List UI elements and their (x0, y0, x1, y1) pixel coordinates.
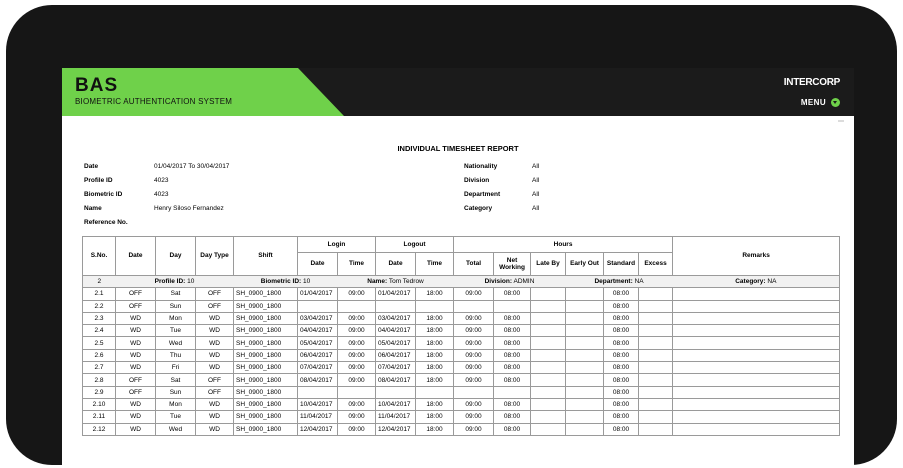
col-header-sno: S.No. (83, 237, 116, 276)
table-cell: Wed (156, 423, 196, 435)
table-cell: 08/04/2017 (298, 374, 338, 386)
table-cell: OFF (116, 288, 156, 300)
table-cell (494, 300, 531, 312)
table-cell: WD (116, 398, 156, 410)
table-cell (531, 312, 566, 324)
col-header-hours: Hours (454, 237, 673, 253)
info-left-value: 4023 (154, 191, 169, 198)
table-cell: 09:00 (454, 337, 494, 349)
table-cell: 09:00 (454, 423, 494, 435)
info-left-row (84, 163, 229, 177)
table-cell (673, 398, 840, 410)
table-cell: SH_0900_1800 (234, 411, 298, 423)
table-cell: 18:00 (416, 374, 454, 386)
info-left-value: 01/04/2017 To 30/04/2017 (154, 163, 230, 170)
table-cell: 18:00 (416, 288, 454, 300)
table-row (83, 374, 840, 386)
table-cell: 18:00 (416, 398, 454, 410)
table-cell (531, 349, 566, 361)
table-cell (376, 300, 416, 312)
report-info-right (464, 163, 539, 219)
col-header-login: Login (298, 237, 376, 253)
table-cell: OFF (116, 386, 156, 398)
table-row (83, 337, 840, 349)
table-cell (566, 362, 604, 374)
table-cell: SH_0900_1800 (234, 362, 298, 374)
table-cell (673, 288, 840, 300)
table-cell (338, 300, 376, 312)
col-header-remarks: Remarks (673, 237, 840, 276)
table-cell (531, 325, 566, 337)
table-cell (338, 386, 376, 398)
table-cell (298, 386, 338, 398)
table-cell: WD (116, 325, 156, 337)
table-cell: 08:00 (604, 362, 639, 374)
table-cell (639, 349, 673, 361)
table-cell: 09:00 (454, 374, 494, 386)
table-row (83, 398, 840, 410)
table-cell (566, 386, 604, 398)
table-cell: 12/04/2017 (298, 423, 338, 435)
info-left-row (84, 205, 229, 219)
table-cell (673, 300, 840, 312)
info-right-label: Category (464, 205, 493, 212)
col-header-excess: Excess (639, 253, 673, 276)
table-cell: OFF (116, 374, 156, 386)
brand-logo[interactable] (75, 76, 232, 107)
table-cell: WD (196, 325, 234, 337)
table-cell: 08:00 (494, 398, 531, 410)
table-cell (531, 386, 566, 398)
table-row (83, 325, 840, 337)
table-cell: 07/04/2017 (298, 362, 338, 374)
col-header-standard: Standard (604, 253, 639, 276)
table-cell: 09:00 (338, 337, 376, 349)
table-cell: 11/04/2017 (376, 411, 416, 423)
table-cell: SH_0900_1800 (234, 398, 298, 410)
info-left-value: 4023 (154, 177, 169, 184)
info-left-label: Date (84, 163, 99, 170)
table-cell: 18:00 (416, 362, 454, 374)
table-cell (494, 386, 531, 398)
table-row (83, 411, 840, 423)
table-cell (531, 337, 566, 349)
col-header-day-type: Day Type (196, 237, 234, 276)
table-cell (531, 374, 566, 386)
table-cell: 04/04/2017 (376, 325, 416, 337)
info-left-label: Name (84, 205, 102, 212)
info-right-row (464, 191, 539, 205)
group-biometric-id: Biometric ID: 10 (234, 276, 338, 288)
table-cell (531, 423, 566, 435)
table-cell: 08:00 (604, 423, 639, 435)
table-cell: Mon (156, 398, 196, 410)
table-cell (531, 288, 566, 300)
table-row (83, 362, 840, 374)
table-cell: 18:00 (416, 312, 454, 324)
table-cell: Tue (156, 325, 196, 337)
table-cell (639, 300, 673, 312)
table-cell: 2.9 (83, 386, 116, 398)
col-header-date: Date (116, 237, 156, 276)
table-cell: 08:00 (604, 325, 639, 337)
table-cell: Wed (156, 337, 196, 349)
table-cell (673, 312, 840, 324)
info-right-label: Nationality (464, 163, 498, 170)
table-cell (639, 288, 673, 300)
table-cell: SH_0900_1800 (234, 337, 298, 349)
table-cell: 09:00 (338, 362, 376, 374)
table-cell: 09:00 (454, 288, 494, 300)
info-right-row (464, 177, 539, 191)
table-cell (639, 398, 673, 410)
table-cell (639, 374, 673, 386)
table-cell: 09:00 (454, 325, 494, 337)
table-cell (673, 362, 840, 374)
table-cell: 10/04/2017 (376, 398, 416, 410)
table-cell: 09:00 (454, 362, 494, 374)
table-cell (639, 362, 673, 374)
table-cell: 08:00 (604, 349, 639, 361)
table-row (83, 423, 840, 435)
table-cell: SH_0900_1800 (234, 423, 298, 435)
table-cell: 18:00 (416, 325, 454, 337)
table-cell: 09:00 (338, 398, 376, 410)
table-cell: WD (196, 362, 234, 374)
info-left-label: Biometric ID (84, 191, 123, 198)
brand-subtitle: BIOMETRIC AUTHENTICATION SYSTEM (75, 97, 233, 106)
table-cell: 09:00 (338, 288, 376, 300)
table-cell: 08:00 (494, 349, 531, 361)
table-cell (673, 349, 840, 361)
table-cell: 06/04/2017 (376, 349, 416, 361)
table-cell (639, 386, 673, 398)
table-cell (376, 386, 416, 398)
table-cell: WD (116, 337, 156, 349)
table-cell (566, 411, 604, 423)
table-cell (639, 325, 673, 337)
table-cell: 2.2 (83, 300, 116, 312)
col-header-logout-time: Time (416, 253, 454, 276)
table-cell (454, 300, 494, 312)
table-cell: OFF (196, 386, 234, 398)
table-cell: 2.6 (83, 349, 116, 361)
table-cell (566, 374, 604, 386)
table-cell: WD (196, 349, 234, 361)
table-cell: 18:00 (416, 411, 454, 423)
table-cell: WD (196, 411, 234, 423)
table-cell: 05/04/2017 (376, 337, 416, 349)
timesheet-table (82, 236, 840, 436)
table-cell: 08:00 (494, 288, 531, 300)
table-cell: 08:00 (494, 411, 531, 423)
employee-group-row (83, 276, 840, 288)
table-cell (639, 312, 673, 324)
table-cell: 03/04/2017 (298, 312, 338, 324)
table-cell: Sun (156, 300, 196, 312)
info-left-label: Profile ID (84, 177, 113, 184)
table-cell (531, 398, 566, 410)
table-cell (639, 337, 673, 349)
info-right-value: All (532, 163, 540, 170)
table-cell: 08:00 (494, 362, 531, 374)
table-cell: WD (116, 349, 156, 361)
table-cell (566, 398, 604, 410)
table-cell: 09:00 (338, 374, 376, 386)
table-cell (673, 423, 840, 435)
scrollbar[interactable] (838, 120, 844, 122)
table-row (83, 386, 840, 398)
table-cell (673, 411, 840, 423)
table-cell: 09:00 (338, 411, 376, 423)
table-cell: 18:00 (416, 349, 454, 361)
table-cell (531, 411, 566, 423)
table-row (83, 349, 840, 361)
info-left-label: Reference No. (84, 219, 128, 226)
table-cell: 08:00 (494, 337, 531, 349)
col-header-net-working: Net Working (494, 253, 531, 276)
table-cell (639, 423, 673, 435)
table-cell: 08:00 (494, 325, 531, 337)
table-cell: 18:00 (416, 423, 454, 435)
table-cell: SH_0900_1800 (234, 288, 298, 300)
app-screen (62, 68, 854, 468)
table-cell: 09:00 (454, 411, 494, 423)
table-cell: SH_0900_1800 (234, 349, 298, 361)
table-cell: OFF (196, 288, 234, 300)
col-header-late-by: Late By (531, 253, 566, 276)
table-row (83, 312, 840, 324)
table-cell: 08:00 (604, 386, 639, 398)
col-header-logout-date: Date (376, 253, 416, 276)
group-name: Name: Tom Tedrow (338, 276, 454, 288)
table-cell: 09:00 (454, 398, 494, 410)
info-left-value: Henry Siloso Fernandez (154, 205, 224, 212)
info-right-label: Department (464, 191, 501, 198)
table-cell: WD (196, 398, 234, 410)
col-header-login-time: Time (338, 253, 376, 276)
company-name: INTERCORP (783, 77, 840, 88)
table-cell: 09:00 (454, 312, 494, 324)
table-cell: Sat (156, 374, 196, 386)
table-cell: 2.4 (83, 325, 116, 337)
table-header-row (83, 237, 840, 253)
table-cell: WD (116, 362, 156, 374)
report-title: INDIVIDUAL TIMESHEET REPORT (397, 144, 519, 153)
table-cell (566, 337, 604, 349)
table-cell: 01/04/2017 (298, 288, 338, 300)
table-cell: OFF (116, 300, 156, 312)
table-cell: 08:00 (604, 337, 639, 349)
table-cell: 09:00 (338, 325, 376, 337)
table-cell: 2.7 (83, 362, 116, 374)
group-division: Division: ADMIN (454, 276, 566, 288)
table-cell: 2.12 (83, 423, 116, 435)
table-cell: 2.8 (83, 374, 116, 386)
table-cell: WD (196, 423, 234, 435)
table-cell (673, 325, 840, 337)
table-cell: 2.11 (83, 411, 116, 423)
table-cell: 08/04/2017 (376, 374, 416, 386)
table-cell (566, 312, 604, 324)
table-cell (566, 288, 604, 300)
table-cell: 09:00 (338, 423, 376, 435)
info-left-row (84, 219, 229, 233)
table-cell: SH_0900_1800 (234, 374, 298, 386)
table-cell (566, 423, 604, 435)
group-profile-id: Profile ID: 10 (116, 276, 234, 288)
table-cell: Mon (156, 312, 196, 324)
table-cell: Fri (156, 362, 196, 374)
col-header-shift: Shift (234, 237, 298, 276)
table-cell: WD (196, 337, 234, 349)
table-cell (416, 386, 454, 398)
brand-name: BAS (75, 75, 119, 96)
table-row (83, 288, 840, 300)
menu-button[interactable] (801, 98, 840, 107)
table-cell: 18:00 (416, 337, 454, 349)
info-left-row (84, 191, 229, 205)
table-cell: SH_0900_1800 (234, 300, 298, 312)
table-cell: 08:00 (494, 374, 531, 386)
table-cell: 05/04/2017 (298, 337, 338, 349)
table-cell: 08:00 (604, 288, 639, 300)
table-cell: 06/04/2017 (298, 349, 338, 361)
menu-label: MENU (800, 98, 826, 107)
col-header-login-date: Date (298, 253, 338, 276)
table-cell: 08:00 (494, 423, 531, 435)
info-left-row (84, 177, 229, 191)
table-cell: 08:00 (604, 398, 639, 410)
table-cell: 08:00 (494, 312, 531, 324)
table-cell (673, 386, 840, 398)
table-cell (566, 300, 604, 312)
col-header-early-out: Early Out (566, 253, 604, 276)
table-cell: SH_0900_1800 (234, 386, 298, 398)
table-cell: WD (196, 312, 234, 324)
table-cell: 07/04/2017 (376, 362, 416, 374)
info-right-value: All (532, 177, 540, 184)
info-right-row (464, 205, 539, 219)
info-right-label: Division (464, 177, 490, 184)
chevron-down-icon (831, 98, 840, 107)
table-cell: 11/04/2017 (298, 411, 338, 423)
col-header-total: Total (454, 253, 494, 276)
table-cell: 04/04/2017 (298, 325, 338, 337)
col-header-logout: Logout (376, 237, 454, 253)
app-header (62, 68, 854, 116)
group-sno: 2 (83, 276, 116, 288)
table-cell: WD (116, 423, 156, 435)
table-cell (639, 411, 673, 423)
table-cell: 10/04/2017 (298, 398, 338, 410)
report-info-left (84, 163, 229, 233)
table-cell: 2.3 (83, 312, 116, 324)
table-cell: 08:00 (604, 312, 639, 324)
info-right-value: All (532, 191, 540, 198)
group-category: Category: NA (673, 276, 840, 288)
table-cell: Sun (156, 386, 196, 398)
table-cell (454, 386, 494, 398)
table-cell: 2.1 (83, 288, 116, 300)
table-cell: 09:00 (338, 312, 376, 324)
table-cell: Thu (156, 349, 196, 361)
info-right-row (464, 163, 539, 177)
table-cell: 03/04/2017 (376, 312, 416, 324)
table-cell: 08:00 (604, 374, 639, 386)
table-cell: Sat (156, 288, 196, 300)
group-department: Department: NA (566, 276, 673, 288)
col-header-day: Day (156, 237, 196, 276)
table-cell (673, 374, 840, 386)
table-cell: OFF (196, 374, 234, 386)
table-cell: SH_0900_1800 (234, 312, 298, 324)
table-cell (531, 300, 566, 312)
table-row (83, 300, 840, 312)
table-cell (416, 300, 454, 312)
table-cell: 08:00 (604, 411, 639, 423)
table-cell: WD (116, 312, 156, 324)
table-cell: 09:00 (338, 349, 376, 361)
table-cell (566, 349, 604, 361)
table-cell (298, 300, 338, 312)
info-right-value: All (532, 205, 540, 212)
tablet-frame (6, 5, 897, 465)
table-cell: 2.10 (83, 398, 116, 410)
table-cell: 2.5 (83, 337, 116, 349)
table-cell: OFF (196, 300, 234, 312)
table-cell: Tue (156, 411, 196, 423)
table-cell: 12/04/2017 (376, 423, 416, 435)
table-cell (673, 337, 840, 349)
table-cell: 08:00 (604, 300, 639, 312)
table-cell: 09:00 (454, 349, 494, 361)
table-cell: 01/04/2017 (376, 288, 416, 300)
table-cell (566, 325, 604, 337)
table-cell: WD (116, 411, 156, 423)
table-cell (531, 362, 566, 374)
table-cell: SH_0900_1800 (234, 325, 298, 337)
